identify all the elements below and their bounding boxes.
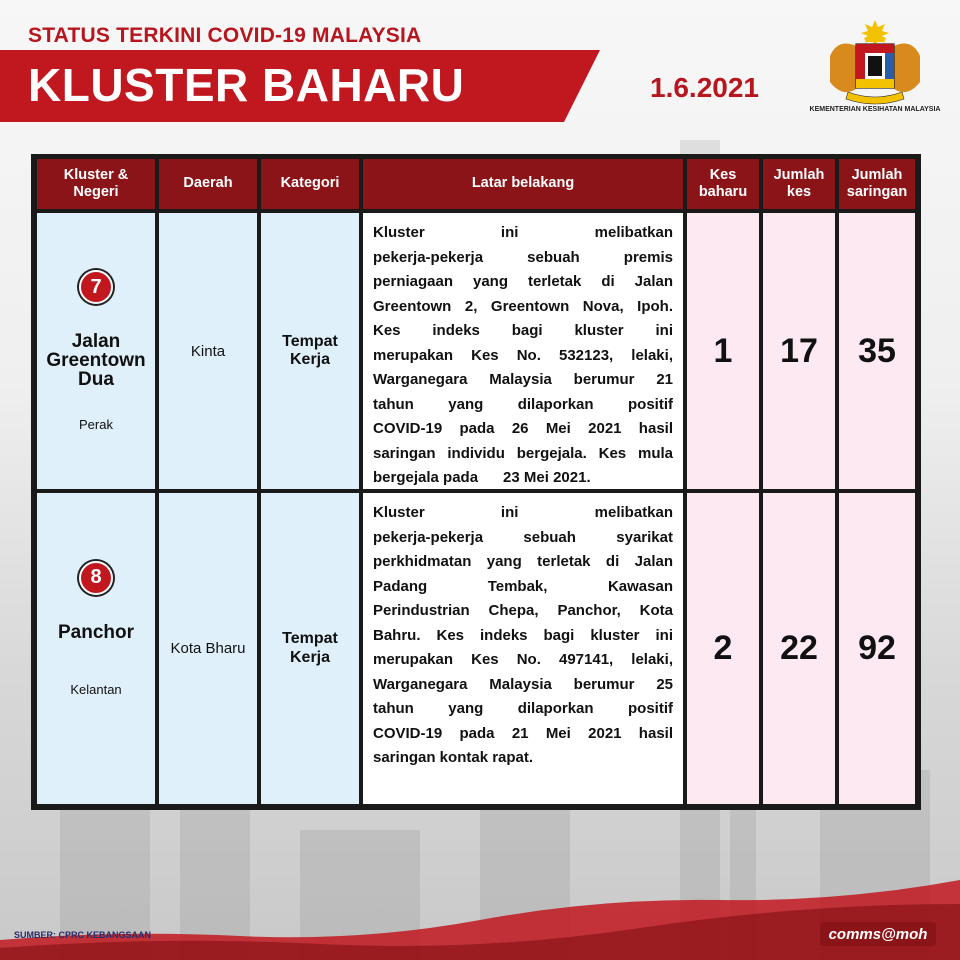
description-line: bergejala pada 23 Mei 2021.	[373, 469, 591, 486]
description-line: Bahru. Kes indeks bagi kluster ini	[373, 626, 673, 644]
table-row-cluster-cell	[37, 213, 155, 489]
total-screening-cell	[839, 213, 915, 489]
cluster-state: Perak	[79, 417, 113, 432]
total-screening-value: 92	[858, 629, 896, 667]
background-description	[363, 493, 683, 804]
description-line: saringan individu bergejala. Kes mula	[373, 444, 673, 462]
ministry-label: KEMENTERIAN KESIHATAN MALAYSIA	[809, 106, 941, 113]
header-total-cases	[763, 159, 835, 209]
description-line: tahun yang dilaporkan positif	[373, 395, 673, 413]
header-new-cases-line1: Kes	[709, 166, 737, 183]
description-line: merupakan Kes No. 532123, lelaki,	[373, 346, 673, 364]
description-line: Kluster ini melibatkan	[373, 224, 673, 241]
district-cell	[159, 493, 257, 804]
description-line: pekerja-pekerja sebuah syarikat	[373, 528, 673, 546]
cluster-name-line: Greentown	[46, 350, 146, 371]
description-line: pekerja-pekerja sebuah premis	[373, 248, 673, 266]
description-line: saringan kontak rapat.	[373, 749, 534, 766]
cluster-name-line: Dua	[78, 369, 114, 390]
page-subtitle: STATUS TERKINI COVID-19 MALAYSIA	[28, 24, 422, 47]
description-line: COVID-19 pada 21 Mei 2021 hasil	[373, 724, 673, 742]
category-cell	[261, 493, 359, 804]
cluster-state: Kelantan	[70, 681, 122, 697]
category-line: Tempat	[282, 630, 338, 648]
header-total-cases-line2: kes	[786, 184, 812, 200]
report-date: 1.6.2021	[650, 72, 759, 103]
category-cell	[261, 213, 359, 489]
category-name	[282, 333, 338, 370]
district-name: Kota Bharu	[170, 640, 246, 657]
total-cases-value: 22	[780, 629, 818, 667]
header-total-screening-line2: saringan	[846, 184, 908, 200]
description-line: Kes indeks bagi kluster ini	[373, 322, 673, 339]
total-screening-cell	[839, 493, 915, 804]
description-line: Warganegara Malaysia berumur 25	[373, 675, 673, 693]
header-total-screening-line1: Jumlah	[851, 166, 903, 183]
footer-wave	[0, 870, 960, 960]
cluster-number-badge: 7	[79, 270, 113, 304]
background-description	[363, 213, 683, 489]
new-cases-cell	[687, 213, 759, 489]
description-line: merupakan Kes No. 497141, lelaki,	[373, 651, 673, 668]
table-row-cluster-cell	[37, 493, 155, 804]
description-line: COVID-19 pada 26 Mei 2021 hasil	[373, 420, 673, 437]
total-screening-value: 35	[858, 331, 896, 370]
district-name: Kinta	[190, 342, 226, 360]
header-district: Daerah	[159, 159, 257, 209]
header-background: Latar belakang	[363, 159, 683, 209]
header-new-cases-line2: baharu	[698, 184, 748, 200]
new-cases-cell	[687, 493, 759, 804]
category-name	[282, 630, 338, 667]
source-label: SUMBER: CPRC KEBANGSAAN	[14, 930, 152, 940]
total-cases-value: 17	[780, 331, 818, 370]
header-cluster	[37, 159, 155, 209]
header-cluster-line1: Kluster &	[63, 166, 129, 183]
cluster-name-line: Panchor	[57, 621, 135, 643]
malaysia-coat-of-arms-icon	[820, 16, 930, 116]
description-line: Greentown 2, Greentown Nova, Ipoh.	[373, 297, 673, 315]
page-title: KLUSTER BAHARU	[28, 59, 465, 111]
header-cluster-line2: Negeri	[73, 184, 119, 200]
description-line: Padang Tembak, Kawasan	[373, 577, 673, 595]
cluster-number-badge: 8	[79, 561, 113, 595]
total-cases-cell	[763, 213, 835, 489]
header-total-screening	[839, 159, 915, 209]
header-new-cases	[687, 159, 759, 209]
description-line: Perindustrian Chepa, Panchor, Kota	[373, 602, 673, 619]
description-line: tahun yang dilaporkan positif	[373, 700, 673, 717]
category-line: Kerja	[289, 648, 331, 666]
cluster-table	[31, 154, 921, 810]
description-line: perkhidmatan yang terletak di Jalan	[373, 553, 673, 570]
district-cell	[159, 213, 257, 489]
cluster-name	[58, 623, 134, 642]
category-line: Kerja	[289, 351, 331, 368]
description-line: perniagaan yang terletak di Jalan	[373, 273, 673, 290]
total-cases-cell	[763, 493, 835, 804]
description-line: Warganegara Malaysia berumur 21	[373, 371, 673, 388]
new-cases-value: 2	[713, 629, 733, 667]
comms-handle-badge: comms@moh	[820, 922, 936, 946]
cluster-name	[46, 332, 145, 389]
header-total-cases-line1: Jumlah	[773, 166, 825, 183]
cluster-name-line: Jalan	[71, 331, 121, 352]
new-cases-value: 1	[713, 331, 733, 370]
header-category: Kategori	[261, 159, 359, 209]
description-line: Kluster ini melibatkan	[373, 504, 673, 521]
category-line: Tempat	[282, 332, 338, 350]
